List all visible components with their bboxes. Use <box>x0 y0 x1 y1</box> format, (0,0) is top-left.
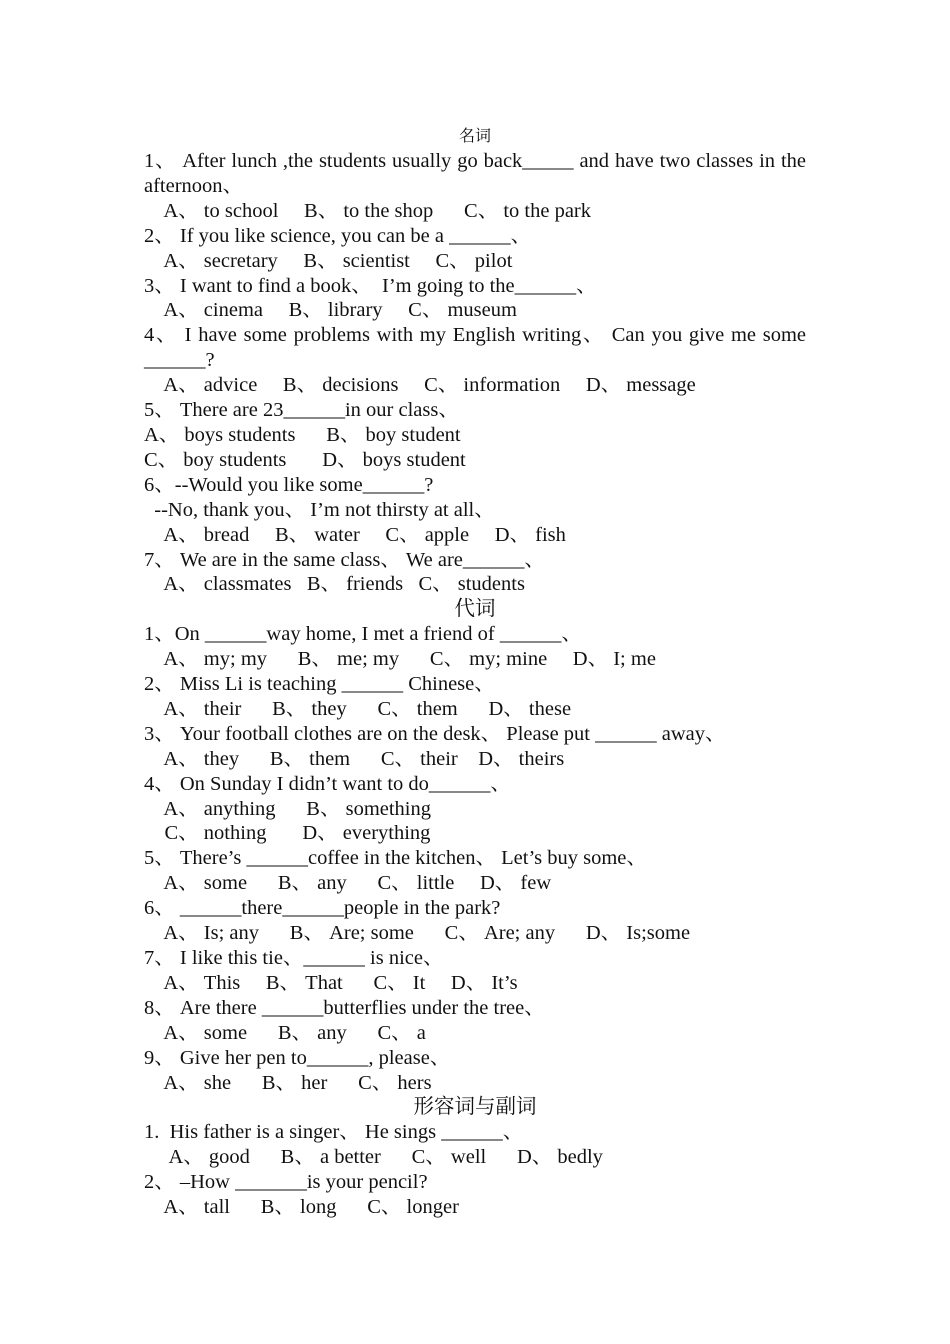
answer-options: A、 This B、 That C、 It D、 It’s <box>144 971 518 994</box>
section-heading-pronouns: 代词 <box>454 598 496 621</box>
answer-options: C、 nothing D、 everything <box>144 822 431 845</box>
question-text: 7、 We are in the same class、 We are______、 <box>144 548 545 571</box>
section-pronouns <box>144 622 806 1095</box>
question-text: 3、 I want to find a book、 I’m going to the______、 <box>144 274 597 297</box>
question-text: 1、On ______way home, I met a friend of ______、 <box>144 623 582 646</box>
question-text: 2、 –How _______is your pencil? <box>144 1171 428 1194</box>
answer-options: A、 secretary B、 scientist C、 pilot <box>144 249 513 272</box>
answer-options: A、 some B、 any C、 little D、 few <box>144 872 552 895</box>
answer-options: A、 advice B、 decisions C、 information D、 message <box>144 374 696 397</box>
section-heading-nouns: 名词 <box>458 128 491 145</box>
answer-options: A、 she B、 her C、 hers <box>144 1071 432 1094</box>
question-text: 1. His father is a singer、 He sings ______、 <box>144 1121 524 1144</box>
answer-options: A、 to school B、 to the shop C、 to the park <box>144 199 591 222</box>
worksheet-page <box>144 124 806 1220</box>
answer-options: C、 boy students D、 boys student <box>144 448 466 471</box>
question-text: 2、 Miss Li is teaching ______ Chinese、 <box>144 673 495 696</box>
answer-options: A、 some B、 any C、 a <box>144 1021 426 1044</box>
question-text: --No, thank you、 I’m not thirsty at all、 <box>144 498 495 521</box>
question-text: 3、 Your football clothes are on the desk、 Please put ______ away、 <box>144 722 726 745</box>
answer-options: A、 cinema B、 library C、 museum <box>144 299 517 322</box>
question-text: 8、 Are there ______butterflies under the tree、 <box>144 996 545 1019</box>
question-text: 6、--Would you like some______? <box>144 473 434 496</box>
section-nouns <box>144 149 806 597</box>
question-text: 6、 ______there______people in the park? <box>144 897 501 920</box>
question-text: 1、 After lunch ,the students usually go back_____ and have two classes in the afternoon、 <box>144 150 806 197</box>
answer-options: A、 anything B、 something <box>144 797 431 820</box>
answer-options: A、 good B、 a better C、 well D、 bedly <box>144 1146 603 1169</box>
answer-options: A、 tall B、 long C、 longer <box>144 1196 459 1219</box>
question-text: 4、 I have some problems with my English writing、 Can you give me some ______? <box>144 324 806 372</box>
answer-options: A、 Is; any B、 Are; some C、 Are; any D、 Is;some <box>144 922 691 945</box>
section-heading-adjectives-adverbs: 形容词与副词 <box>413 1096 537 1119</box>
question-text: 4、 On Sunday I didn’t want to do______、 <box>144 772 511 795</box>
answer-options: A、 their B、 they C、 them D、 these <box>144 697 572 720</box>
answer-options: A、 boys students B、 boy student <box>144 423 461 446</box>
answer-options: A、 bread B、 water C、 apple D、 fish <box>144 523 566 546</box>
question-text: 7、 I like this tie、______ is nice、 <box>144 947 444 969</box>
question-text: 5、 There are 23______in our class、 <box>144 399 459 422</box>
question-text: 2、 If you like science, you can be a ______、 <box>144 224 532 247</box>
answer-options: A、 classmates B、 friends C、 students <box>144 573 525 596</box>
answer-options: A、 they B、 them C、 their D、 theirs <box>144 747 565 770</box>
answer-options: A、 my; my B、 me; my C、 my; mine D、 I; me <box>144 648 656 671</box>
question-text: 5、 There’s ______coffee in the kitchen、 Let’s buy some、 <box>144 847 647 870</box>
question-text: 9、 Give her pen to______, please、 <box>144 1046 451 1069</box>
section-adjectives-adverbs <box>144 1120 806 1220</box>
